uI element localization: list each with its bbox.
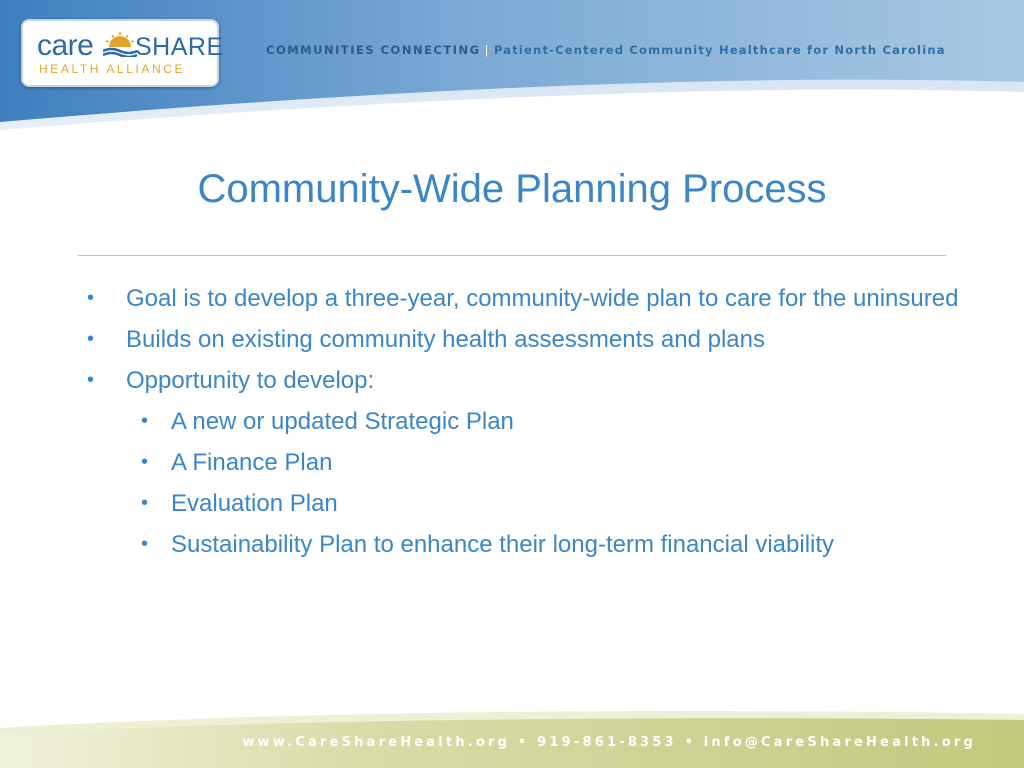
bullet-dot: • [87,328,95,350]
sun-wave-icon [103,31,137,57]
bullet-dot: • [141,492,149,514]
bullet-item [84,323,964,356]
footer-contact: www.CareShareHealth.org • 919-861-8353 • info@CareShareHealth.org [242,735,976,750]
bullet-dot: • [141,451,149,473]
bullet-text: A new or updated Strategic Plan [171,408,514,435]
bullet-dot: • [87,287,95,309]
sub-bullet-item [84,528,964,561]
bullet-text: A Finance Plan [171,449,333,476]
caresharelogo [21,19,224,87]
bullet-text: Evaluation Plan [171,490,338,517]
bullet-dot: • [141,410,149,432]
tagline-right: Patient-Centered Community Healthcare for North Carolina [493,43,946,57]
bullet-text: Goal is to develop a three-year, community-wide plan to care for the uninsured [126,285,959,312]
bullet-text: Sustainability Plan to enhance their long-term financial viability [171,531,835,558]
bullet-item [84,282,964,315]
bullet-item [84,364,964,397]
bullet-text: Builds on existing community health assessments and plans [126,326,765,353]
sub-bullet-item [84,446,964,479]
bullet-dot: • [87,369,95,391]
bullet-list [84,282,964,569]
logo-care-text: care [37,29,94,62]
title-divider [78,255,946,256]
tagline-left: COMMUNITIES CONNECTING [266,43,481,57]
tagline-separator: | [484,43,490,57]
header-tagline [266,42,946,58]
logo-alliance-text: HEALTH ALLIANCE [39,62,186,76]
bullet-dot: • [141,533,149,555]
slide-title: Community-Wide Planning Process [197,167,827,211]
bullet-text: Opportunity to develop: [126,367,375,394]
sub-bullet-item [84,405,964,438]
logo-share-text: SHARE [135,33,224,61]
sub-bullet-item [84,487,964,520]
